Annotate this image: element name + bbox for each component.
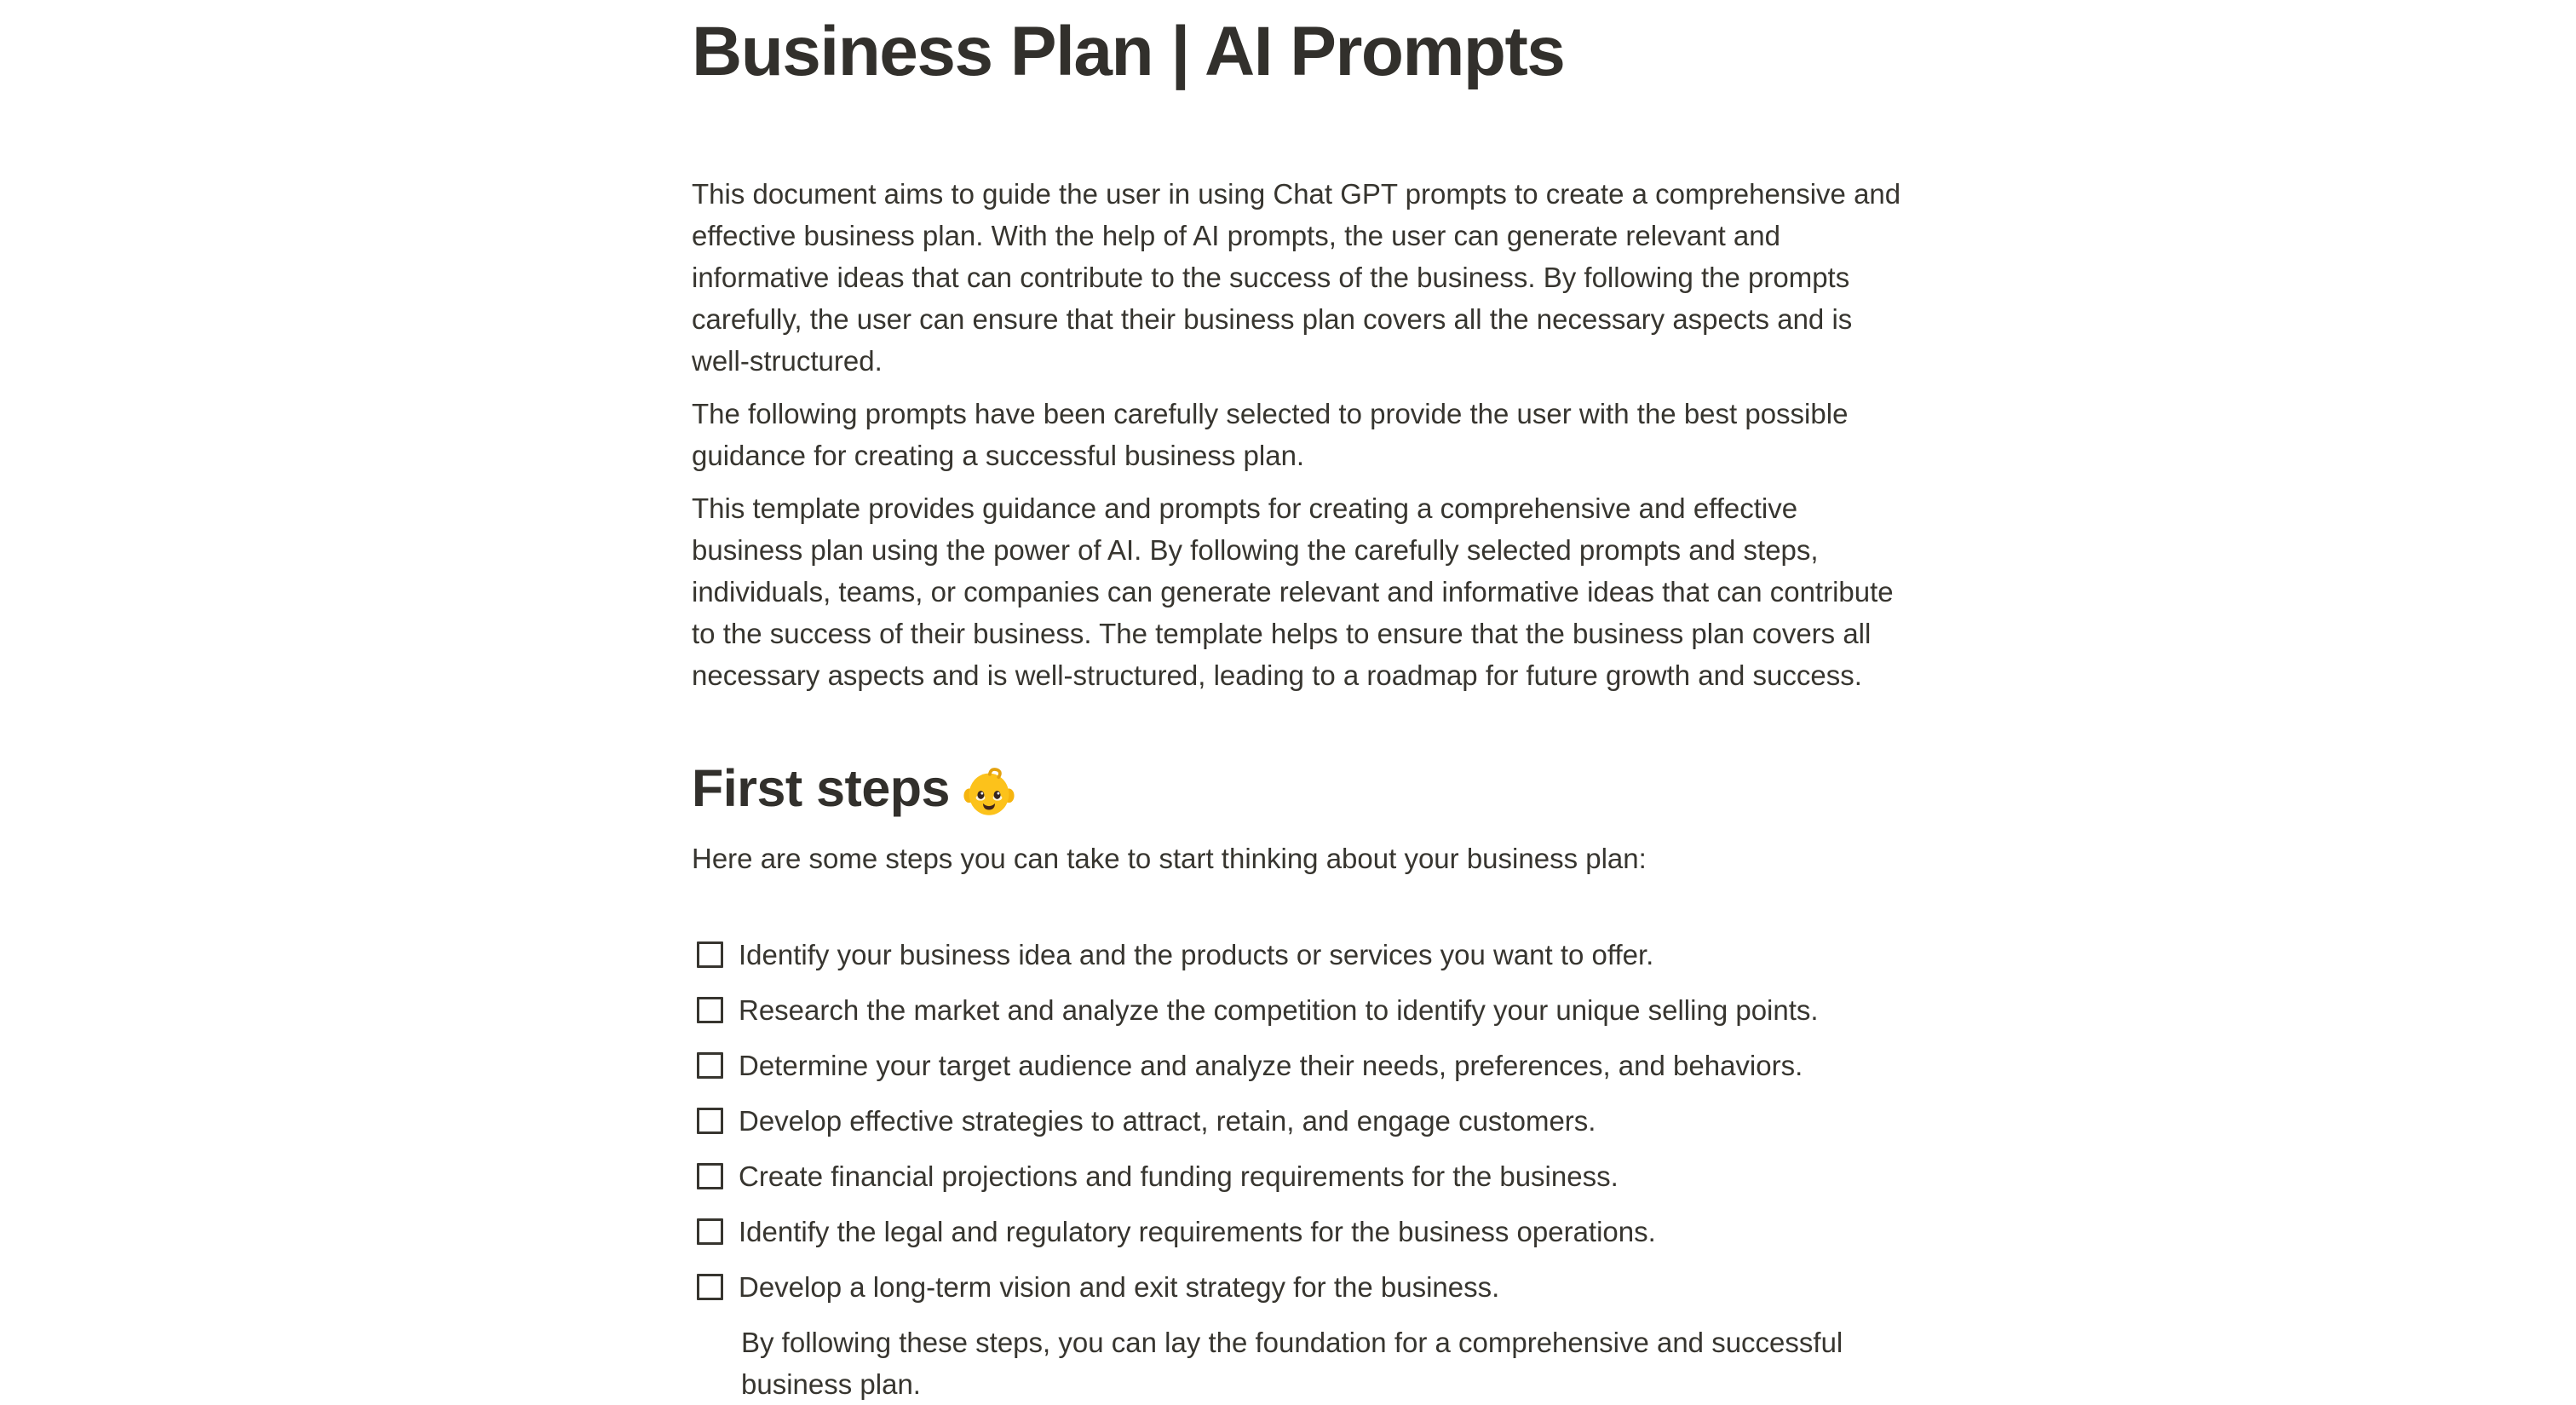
checkbox-unchecked-icon[interactable] [697, 997, 723, 1023]
todo-item-label: Identify your business idea and the products or services you want to offer. [739, 938, 1654, 970]
checkbox-unchecked-icon[interactable] [697, 941, 723, 968]
todo-item[interactable] [692, 1100, 1910, 1142]
todo-item-label: Create financial projections and funding requirements for the business. [739, 1160, 1619, 1192]
intro-paragraph-2: The following prompts have been carefully selected to provide the user with the best possible guidance for creating a successful business plan. [692, 397, 1849, 471]
checkbox-unchecked-icon[interactable] [697, 1274, 723, 1300]
todo-item-label: Determine your target audience and analyze their needs, preferences, and behaviors. [739, 1049, 1803, 1081]
page-title: Business Plan | AI Prompts [692, 13, 1565, 90]
todo-item[interactable] [692, 1211, 1910, 1252]
intro-paragraph-3: This template provides guidance and prompts for creating a comprehensive and effective business plan using the power of AI. By following the carefully selected prompts and steps, individuals, teams, or companies can generate relevant and informative ideas that can contribute to the success of their business. The template helps to ensure that the business plan covers all necessary aspects and is well-structured, leading to a roadmap for future growth and success. [692, 492, 1894, 691]
checkbox-unchecked-icon[interactable] [697, 1108, 723, 1134]
todo-item[interactable] [692, 1045, 1910, 1086]
todo-item[interactable] [692, 1155, 1910, 1197]
baby-emoji-icon [963, 765, 1015, 816]
todo-item-label: Develop effective strategies to attract, retain, and engage customers. [739, 1104, 1596, 1137]
todo-item[interactable] [692, 1266, 1910, 1308]
todo-item[interactable] [692, 934, 1910, 976]
todo-item-label: Develop a long-term vision and exit strategy for the business. [739, 1270, 1500, 1303]
todo-footer-text: By following these steps, you can lay the foundation for a comprehensive and successful business plan. [741, 1326, 1843, 1400]
checkbox-unchecked-icon[interactable] [697, 1052, 723, 1079]
todo-list [692, 934, 1910, 1405]
document-page [692, 0, 1910, 1405]
checkbox-unchecked-icon[interactable] [697, 1218, 723, 1245]
intro-paragraph-1: This document aims to guide the user in using Chat GPT prompts to create a comprehensive and effective business plan. With the help of AI prompts, the user can generate relevant and informative ideas that can contribute to the success of the business. By following the prompts carefully, the user can ensure that their business plan covers all the necessary aspects and is well-structured. [692, 177, 1901, 377]
section-heading-text: First steps [692, 758, 950, 817]
todo-item-label: Identify the legal and regulatory requirements for the business operations. [739, 1215, 1656, 1247]
checkbox-unchecked-icon[interactable] [697, 1163, 723, 1189]
todo-item-label: Research the market and analyze the competition to identify your unique selling points. [739, 993, 1819, 1026]
section-heading-first-steps [692, 756, 1910, 821]
todo-item[interactable] [692, 989, 1910, 1031]
section-intro: Here are some steps you can take to start thinking about your business plan: [692, 842, 1647, 874]
